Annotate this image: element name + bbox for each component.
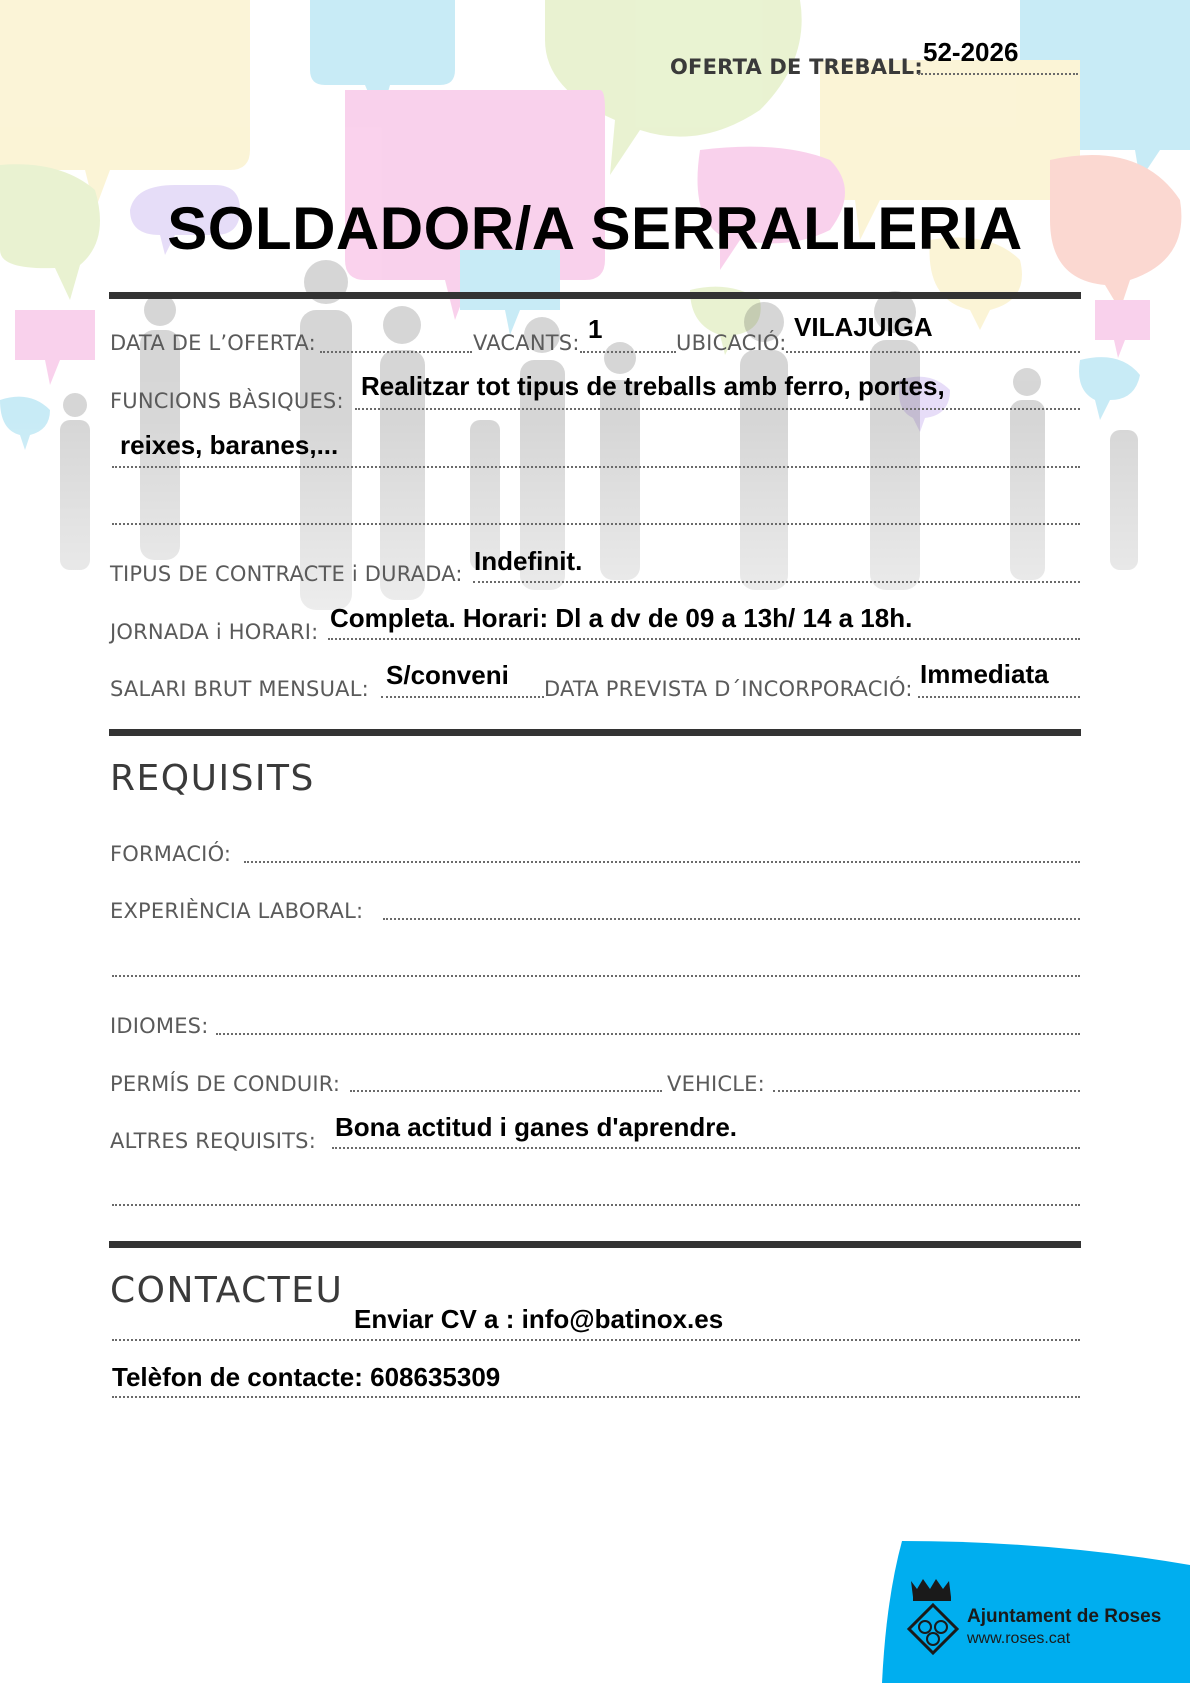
contact-dots-1 <box>112 1339 1080 1341</box>
contact-cv-line: Enviar CV a : info@batinox.es <box>354 1304 724 1334</box>
functions-dots-3 <box>112 523 1080 525</box>
experience-dots-1 <box>383 918 1080 920</box>
vacancies-dots <box>580 351 676 353</box>
vehicle-dots <box>773 1090 1080 1092</box>
contract-label: TIPUS DE CONTRACTE i DURADA: <box>110 562 463 586</box>
offer-number-value: 52-2026 <box>923 37 1019 67</box>
contact-phone-line: Telèfon de contacte: 608635309 <box>112 1362 501 1392</box>
functions-label: FUNCIONS BÀSIQUES: <box>110 389 344 413</box>
org-url[interactable]: www.roses.cat <box>967 1630 1071 1647</box>
roses-crest-icon <box>903 1577 963 1667</box>
functions-line-1: Realitzar tot tipus de treballs amb ferro, portes, <box>361 371 945 401</box>
contact-heading: CONTACTEU <box>110 1270 344 1311</box>
offer-date-label: DATA DE L’OFERTA: <box>110 331 316 355</box>
divider-bottom <box>109 1241 1081 1248</box>
schedule-dots <box>328 638 1080 640</box>
languages-label: IDIOMES: <box>110 1014 209 1038</box>
start-date-value: Immediata <box>920 659 1049 689</box>
contract-dots <box>473 581 1080 583</box>
offer-number-dots <box>918 73 1078 75</box>
other-requirements-label: ALTRES REQUISITS: <box>110 1129 316 1153</box>
other-requirements-dots-1 <box>332 1147 1080 1149</box>
vacancies-value: 1 <box>588 314 603 344</box>
org-name: Ajuntament de Roses <box>967 1606 1162 1627</box>
salary-label: SALARI BRUT MENSUAL: <box>110 677 369 701</box>
divider-top <box>109 292 1081 299</box>
education-label: FORMACIÓ: <box>110 842 232 866</box>
vacancies-label: VACANTS: <box>473 331 580 355</box>
contract-value: Indefinit. <box>474 546 583 576</box>
functions-dots-1 <box>355 408 1080 410</box>
schedule-label: JORNADA i HORARI: <box>110 620 319 644</box>
start-date-dots <box>918 696 1080 698</box>
languages-dots <box>216 1033 1080 1035</box>
requirements-heading: REQUISITS <box>110 758 315 799</box>
page-title: SOLDADOR/A SERRALLERIA <box>167 195 1023 262</box>
functions-dots-2 <box>112 466 1080 468</box>
vehicle-label: VEHICLE: <box>667 1072 765 1096</box>
other-requirements-dots-2 <box>112 1204 1080 1206</box>
contact-dots-2 <box>112 1396 1080 1398</box>
functions-line-2: reixes, baranes,... <box>120 430 339 460</box>
location-dots <box>786 351 1080 353</box>
divider-middle <box>109 729 1081 736</box>
other-requirements-value: Bona actitud i ganes d'aprendre. <box>335 1112 738 1142</box>
start-date-label: DATA PREVISTA D´INCORPORACIÓ: <box>544 677 913 701</box>
offer-date-dots <box>320 351 472 353</box>
driving-license-dots <box>350 1090 662 1092</box>
location-value: VILAJUIGA <box>794 312 933 342</box>
location-label: UBICACIÓ: <box>676 331 787 355</box>
experience-label: EXPERIÈNCIA LABORAL: <box>110 899 364 923</box>
salary-dots <box>381 696 544 698</box>
salary-value: S/conveni <box>386 660 509 690</box>
education-dots <box>244 861 1080 863</box>
offer-number-label: OFERTA DE TREBALL: <box>670 55 923 79</box>
experience-dots-2 <box>112 975 1080 977</box>
schedule-value: Completa. Horari: Dl a dv de 09 a 13h/ 14 a 18h. <box>330 603 913 633</box>
driving-license-label: PERMÍS DE CONDUIR: <box>110 1072 341 1096</box>
